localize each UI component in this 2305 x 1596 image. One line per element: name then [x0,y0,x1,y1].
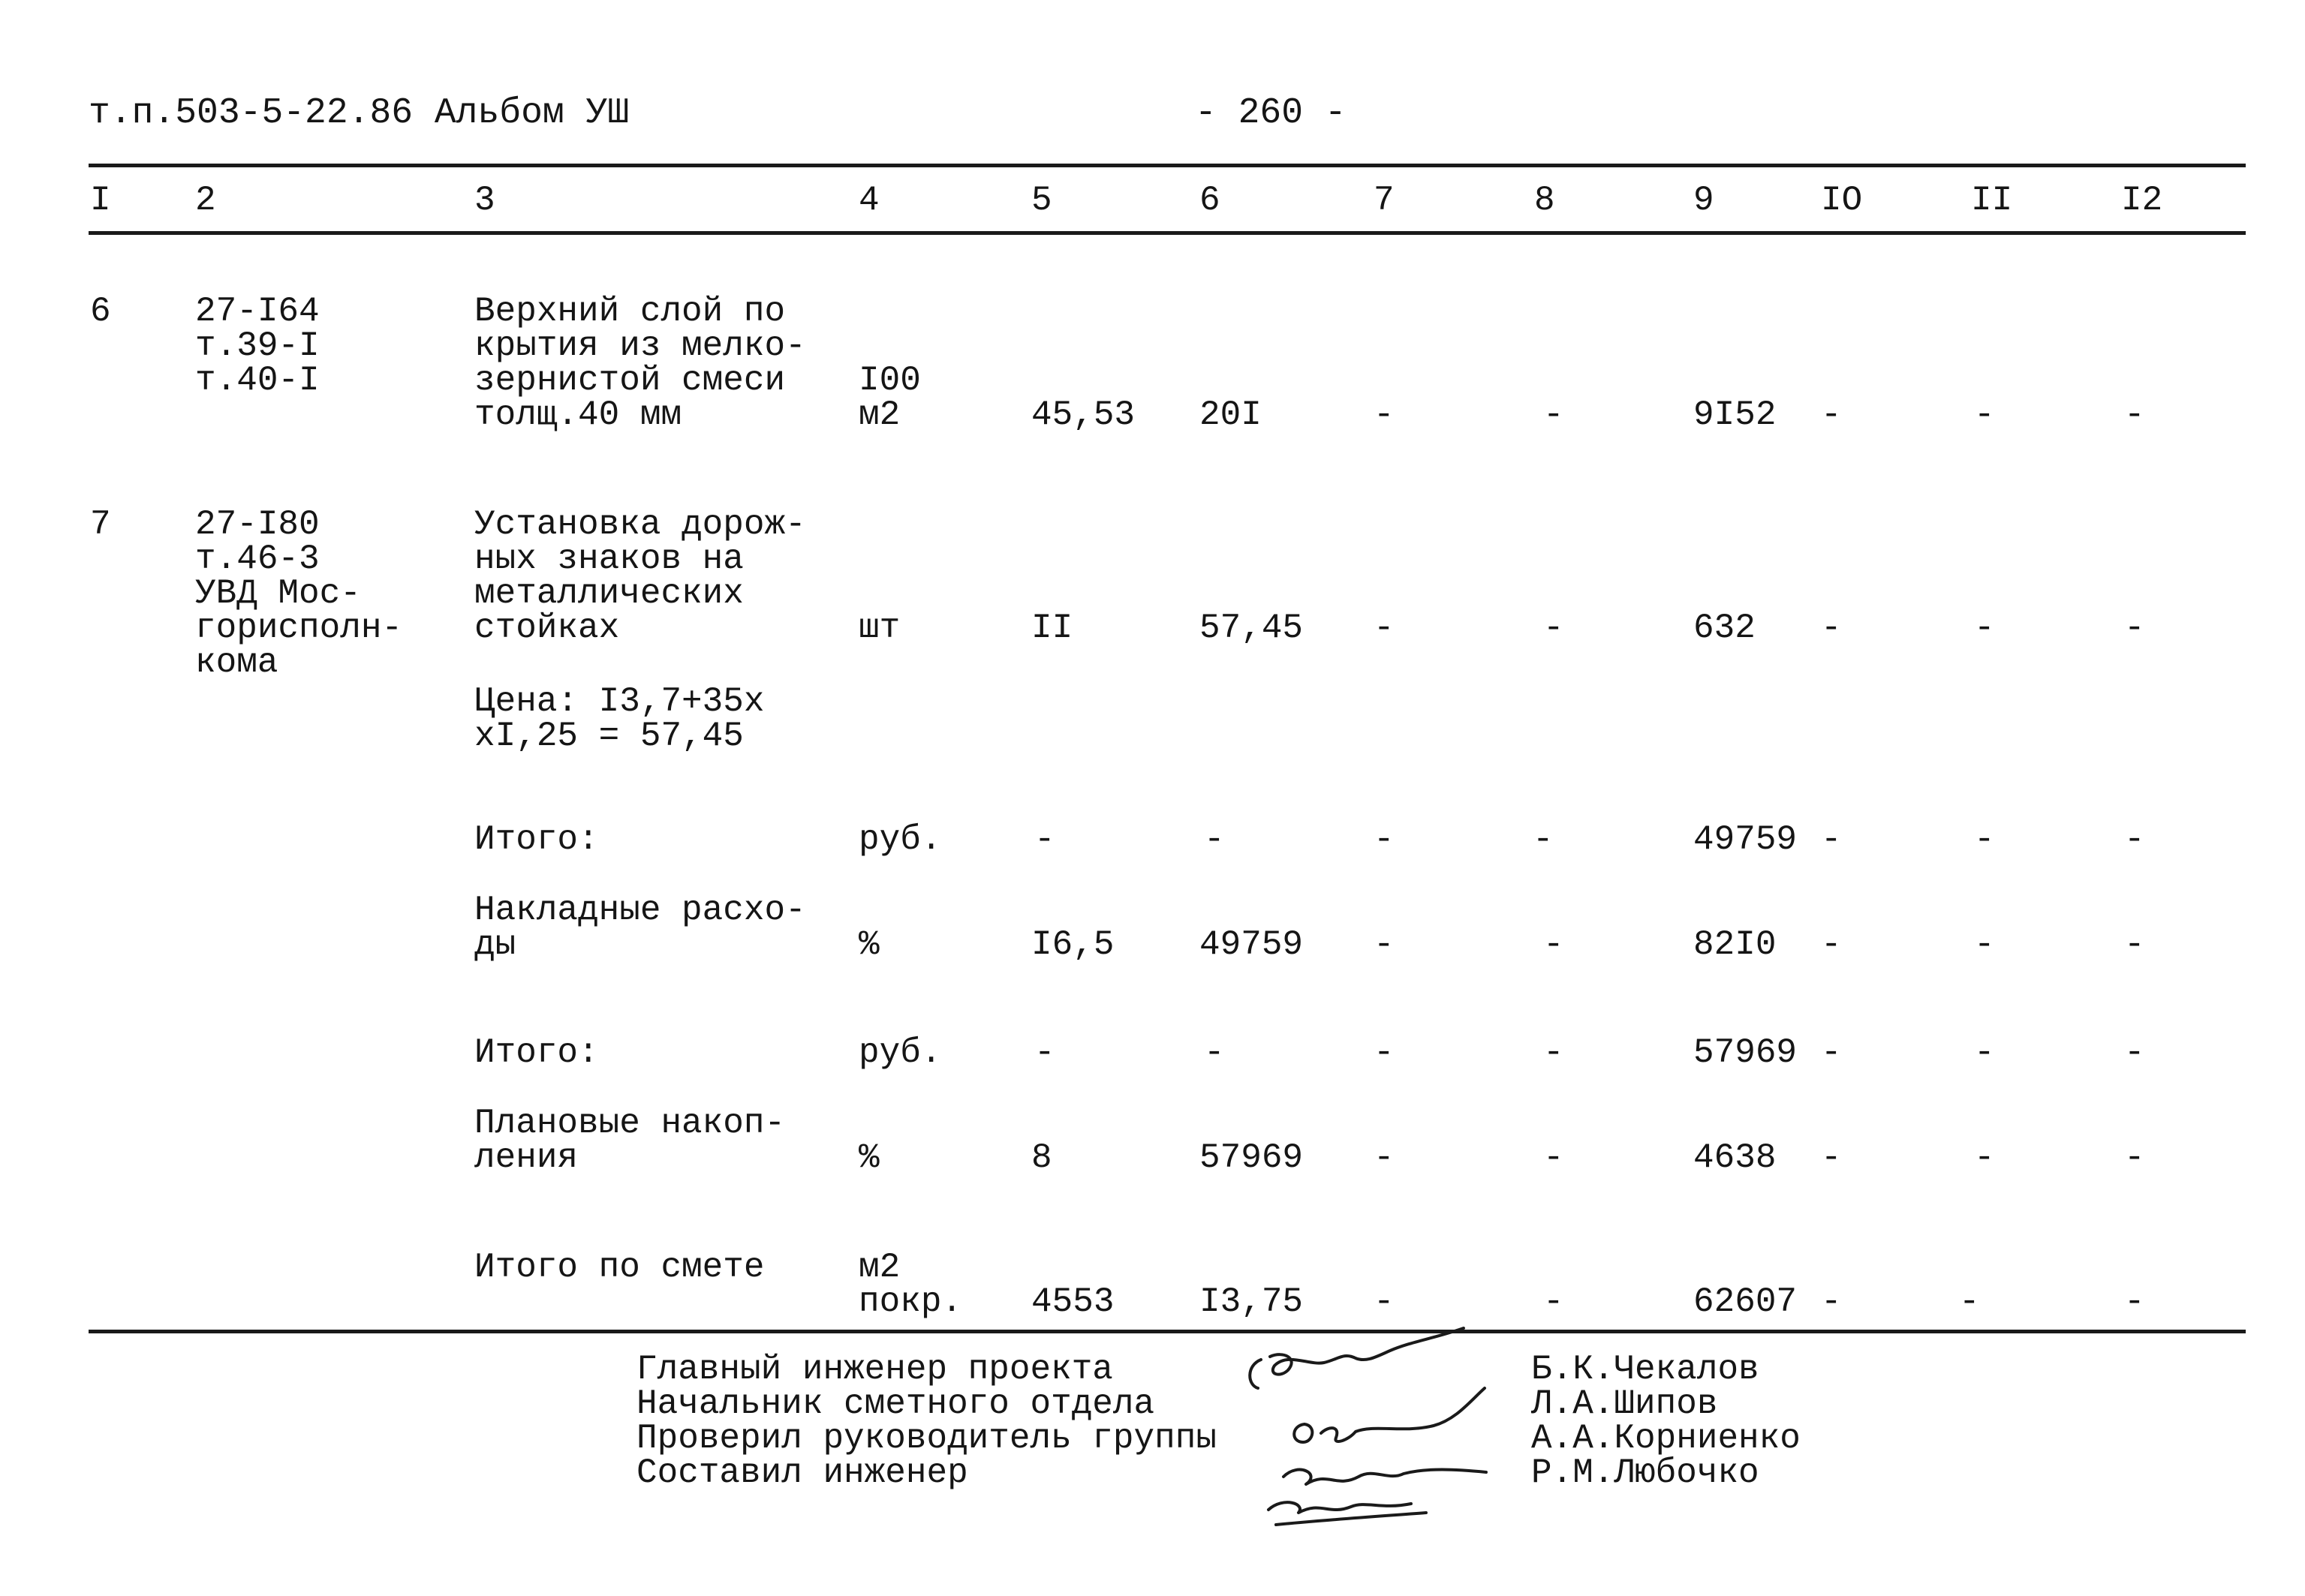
cell-col7: - [1374,609,1395,648]
column-header: I [90,181,111,220]
row-number: 6 [90,292,111,331]
cell-col10: - [1821,1282,1842,1321]
cell-col5: I6,5 [1031,925,1115,964]
cell-col12: - [2124,395,2145,434]
signatory-name: Р.М.Любочко [1531,1453,1759,1492]
signature-head-of-estimates [1294,1388,1485,1442]
cell-col6: 49759 [1199,925,1304,964]
cell-col9: 9I52 [1693,395,1777,434]
column-header: 3 [474,181,495,220]
cell-col12: - [2124,925,2145,964]
signature-engineer [1268,1502,1426,1525]
cell-col6: 57969 [1199,1138,1304,1177]
cell-col11: - [1959,1282,1980,1321]
unit: руб. [859,1033,942,1072]
rate-code: 27-I64 [195,292,320,331]
unit: % [859,1138,880,1177]
summary-label: Плановые накоп- [474,1104,786,1143]
signatory-name: Л.А.Шипов [1531,1384,1718,1423]
cell-col5: II [1031,609,1073,648]
cell-col7: - [1374,1138,1395,1177]
cell-col12: - [2124,609,2145,648]
column-header: 8 [1534,181,1555,220]
work-description: крытия из мелко- [474,326,806,365]
cell-col8: - [1533,820,1554,859]
cell-col11: - [1974,1033,1995,1072]
cell-col12: - [2124,1033,2145,1072]
cell-col8: - [1543,1033,1564,1072]
cell-col5: - [1034,820,1055,859]
column-header: 2 [195,181,216,220]
cell-col11: - [1974,820,1995,859]
signature-group-leader [1283,1470,1486,1485]
rate-code: кома [195,643,278,682]
cell-col10: - [1821,395,1842,434]
cell-col6: 20I [1199,395,1262,434]
cell-col9: 57969 [1693,1033,1798,1072]
rate-code: 27-I80 [195,505,320,544]
table-top-rule [89,164,2246,167]
column-header: IO [1821,181,1863,220]
work-description: зернистой смеси [474,361,786,400]
column-header: II [1971,181,2013,220]
cell-col8: - [1543,609,1564,648]
cell-col8: - [1543,395,1564,434]
cell-col10: - [1821,1033,1842,1072]
unit: м2 [859,395,901,434]
cell-col6: I3,75 [1199,1282,1304,1321]
column-header: 6 [1199,181,1220,220]
column-header: 4 [859,181,880,220]
page-number: - 260 - [1195,93,1347,134]
rate-code: т.39-I [195,326,320,365]
cell-col8: - [1543,1282,1564,1321]
work-description: толщ.40 мм [474,395,682,434]
signature-chief-engineer [1250,1328,1464,1388]
table-bottom-rule [89,1330,2246,1333]
signatory-name: Б.К.Чекалов [1531,1350,1759,1389]
signature-role: Проверил руководитель группы [636,1419,1217,1458]
cell-col7: - [1374,1282,1395,1321]
unit: % [859,925,880,964]
rate-code: горисполн- [195,609,403,648]
cell-col11: - [1974,395,1995,434]
cell-col7: - [1374,395,1395,434]
cell-col9: 4638 [1693,1138,1777,1177]
price-note: хI,25 = 57,45 [474,717,744,756]
cell-col5: - [1034,1033,1055,1072]
cell-col10: - [1821,820,1842,859]
work-description: ных знаков на [474,540,744,579]
row-number: 7 [90,505,111,544]
cell-col11: - [1974,609,1995,648]
work-description: Установка дорож- [474,505,806,544]
header-bottom-rule [89,231,2246,235]
cell-col9: 49759 [1693,820,1798,859]
column-header: I2 [2121,181,2163,220]
cell-col5: 8 [1031,1138,1052,1177]
summary-label: Итого по смете [474,1248,765,1287]
summary-label: ды [474,925,516,964]
column-header: 5 [1031,181,1052,220]
cell-col7: - [1374,820,1395,859]
column-header: 7 [1374,181,1395,220]
work-description: металлических [474,574,744,613]
rate-code: т.40-I [195,361,320,400]
rate-code: УВД Мос- [195,574,361,613]
work-description: стойках [474,609,620,648]
signatory-name: А.А.Корниенко [1531,1419,1801,1458]
cell-col9: 82I0 [1693,925,1777,964]
work-description: Верхний слой по [474,292,786,331]
cell-col12: - [2124,1282,2145,1321]
cell-col8: - [1543,925,1564,964]
cell-col10: - [1821,1138,1842,1177]
unit: м2 [859,1248,901,1287]
unit: I00 [859,361,921,400]
cell-col6: - [1204,1033,1225,1072]
signature-role: Главный инженер проекта [636,1350,1113,1389]
cell-col7: - [1374,1033,1395,1072]
cell-col5: 45,53 [1031,395,1136,434]
cell-col6: 57,45 [1199,609,1304,648]
signature-role: Начальник сметного отдела [636,1384,1155,1423]
unit: покр. [859,1282,963,1321]
summary-label: Накладные расхо- [474,891,806,930]
unit: шт [859,609,901,648]
rate-code: т.46-3 [195,540,320,579]
signature-role: Составил инженер [636,1453,968,1492]
document-code: т.п.503-5-22.86 Альбом УШ [89,93,630,134]
cell-col9: 632 [1693,609,1756,648]
cell-col7: - [1374,925,1395,964]
cell-col6: - [1204,820,1225,859]
cell-col9: 62607 [1693,1282,1798,1321]
cell-col11: - [1974,1138,1995,1177]
cell-col8: - [1543,1138,1564,1177]
cell-col5: 4553 [1031,1282,1115,1321]
column-header: 9 [1693,181,1714,220]
cell-col12: - [2124,1138,2145,1177]
unit: руб. [859,820,942,859]
cell-col10: - [1821,925,1842,964]
cell-col12: - [2124,820,2145,859]
cell-col11: - [1974,925,1995,964]
cell-col10: - [1821,609,1842,648]
summary-label: Итого: [474,1033,599,1072]
price-note: Цена: I3,7+35х [474,682,765,721]
handwritten-signatures [1216,1313,1531,1538]
summary-label: ления [474,1138,579,1177]
summary-label: Итого: [474,820,599,859]
